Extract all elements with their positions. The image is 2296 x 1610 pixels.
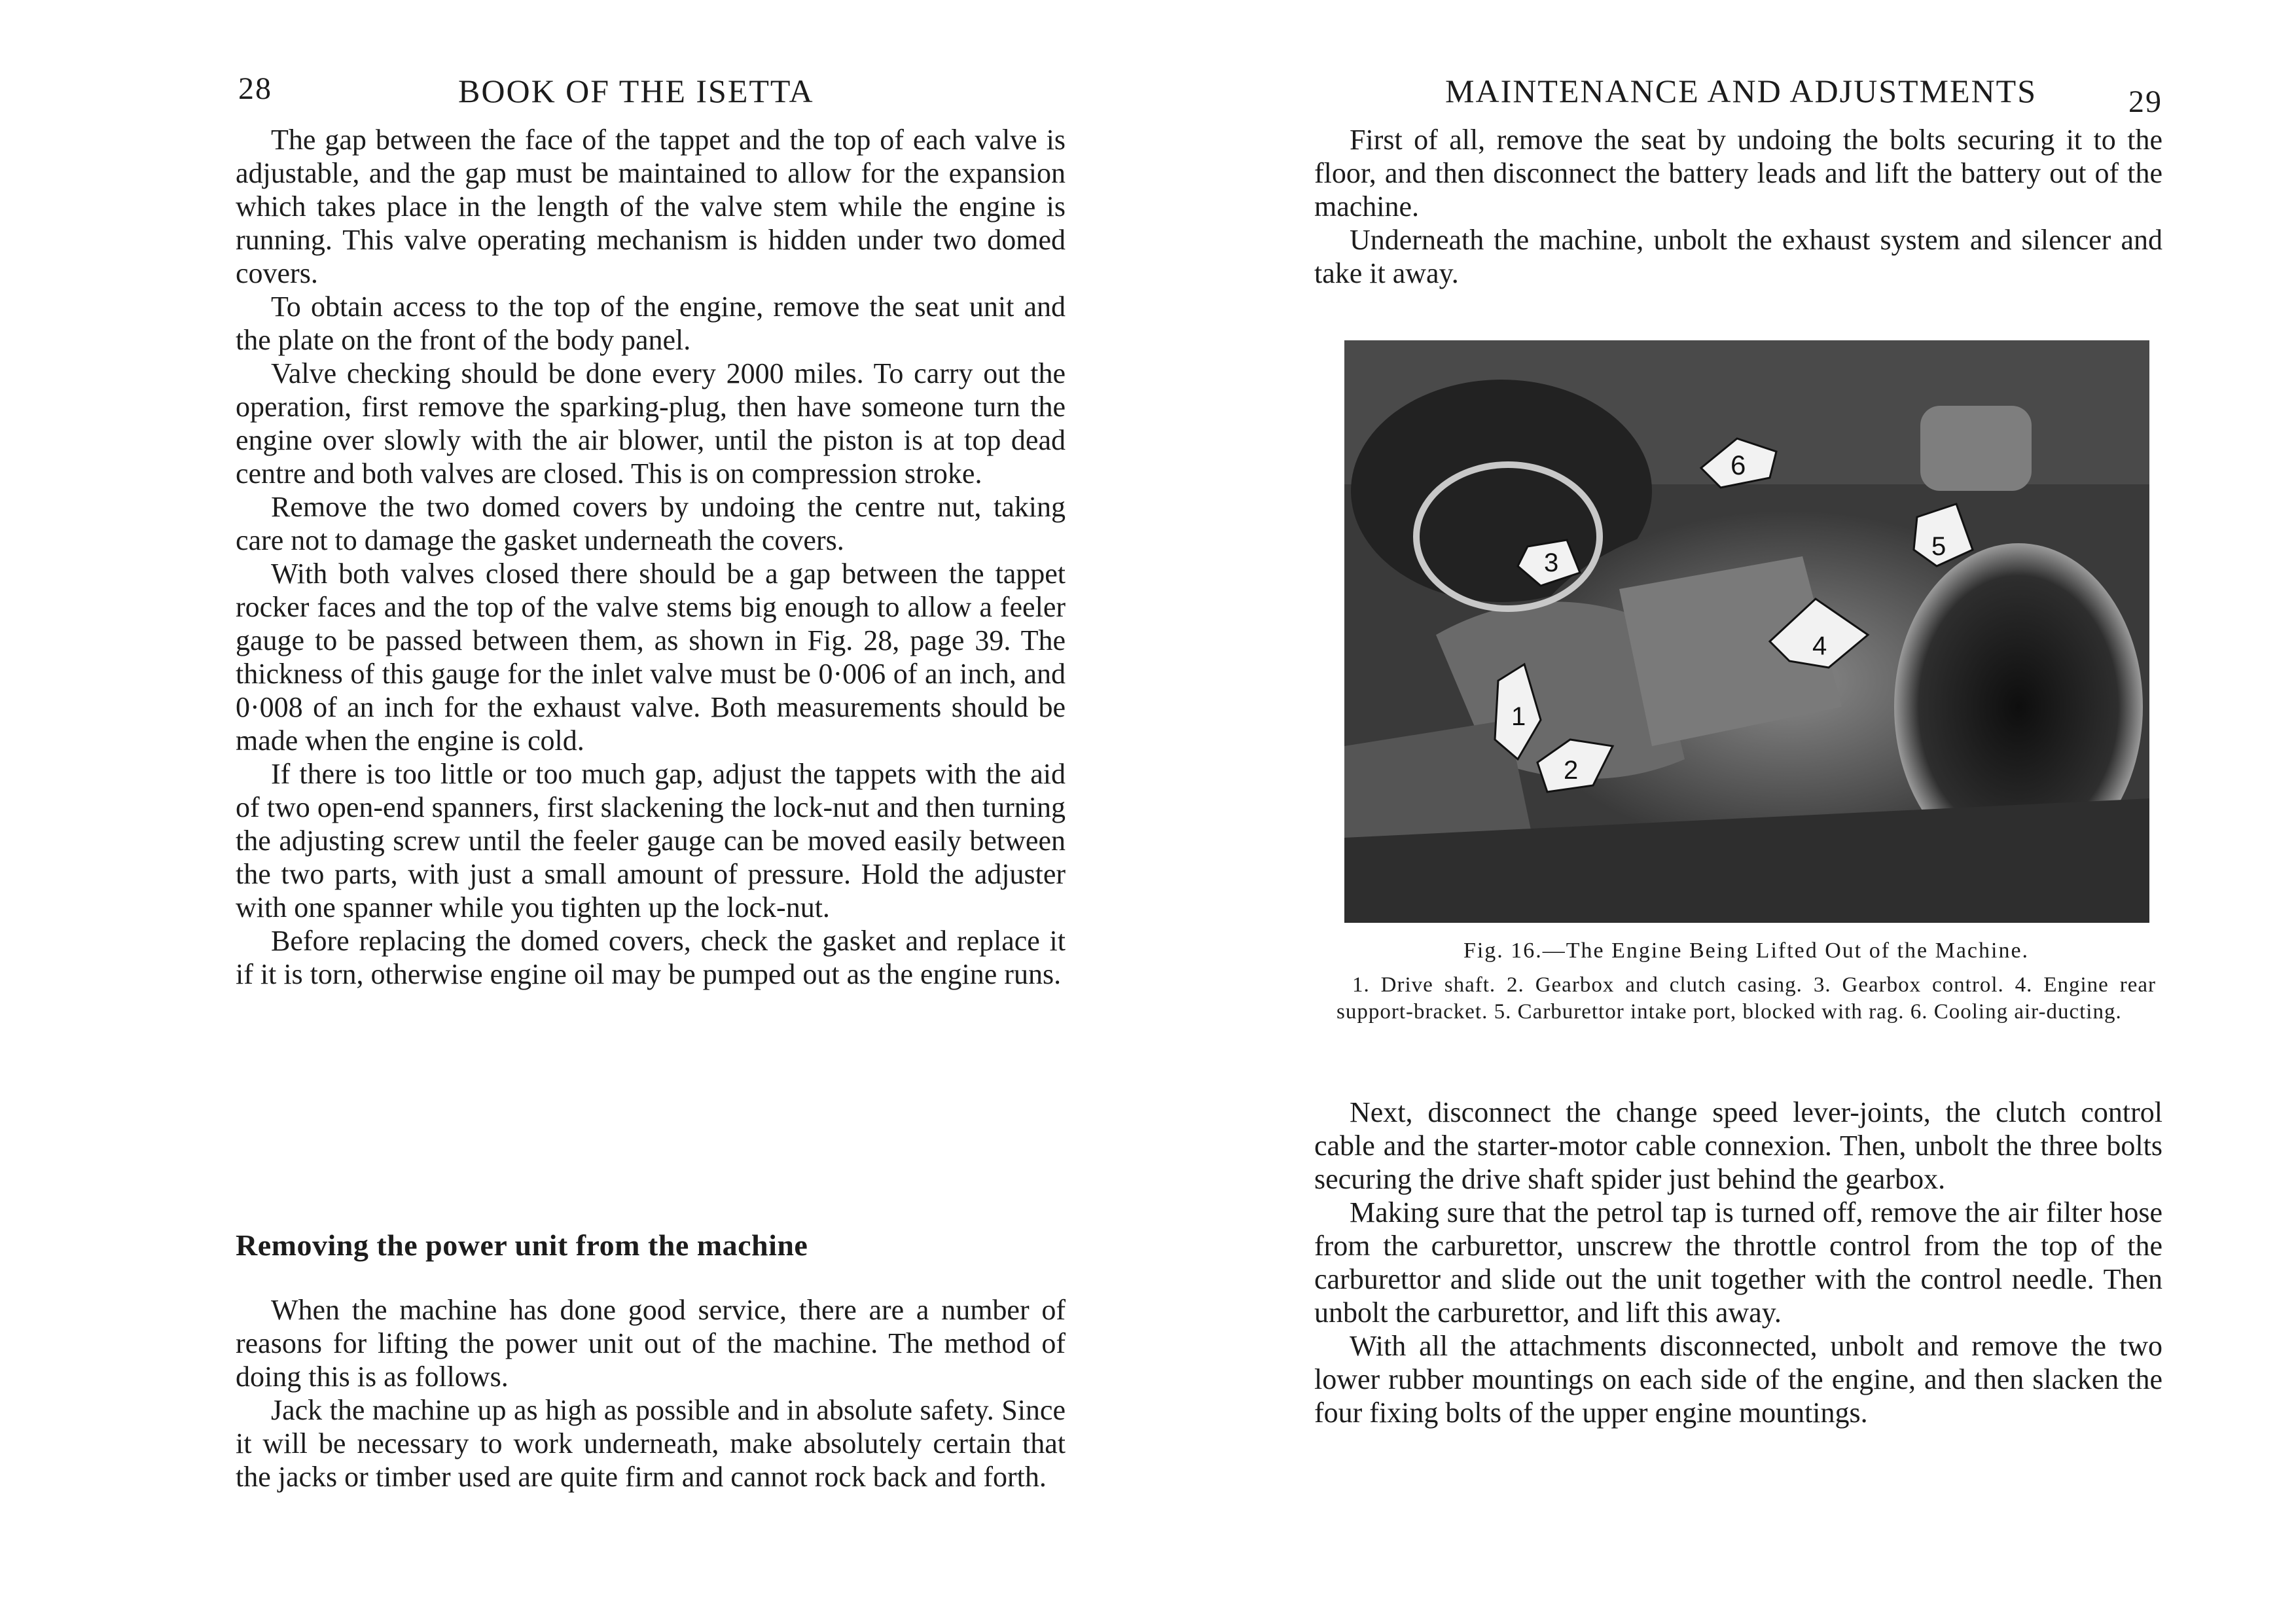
- paragraph: The gap between the face of the tappet and the top of each valve is adjustable, and the gap must be maintained to allow for the expansion which takes place in the length of the valve stem while the engine is running. This valve operating mechanism is hidden under two domed covers.: [236, 124, 1066, 289]
- paragraph: Valve checking should be done every 2000 miles. To carry out the operation, first remove the sparking-plug, then have someone turn the engine over slowly with the air blower, until the piston is at top dead centre and both valves are closed. This is on compression stroke.: [236, 357, 1066, 490]
- callout-label: 6: [1731, 450, 1746, 480]
- paragraph: First of all, remove the seat by undoing the bolts securing it to the floor, and then disconnect the battery leads and lift the battery out of the machine.: [1314, 124, 2162, 223]
- right-body-text-top: [1314, 123, 2162, 290]
- right-page: [1314, 0, 2162, 1610]
- callout-label: 2: [1564, 756, 1579, 785]
- callout-label: 4: [1812, 632, 1827, 660]
- right-running-head: MAINTENANCE AND ADJUSTMENTS: [1445, 73, 2037, 109]
- paragraph: Remove the two domed covers by undoing the centre nut, taking care not to damage the gasket underneath the covers.: [236, 491, 1066, 556]
- paragraph: Next, disconnect the change speed lever-joints, the clutch control cable and the starter-motor cable connexion. Then, unbolt the three bolts securing the drive shaft spider just behind the gearbox.: [1314, 1096, 2162, 1195]
- left-body-text: [236, 123, 1066, 991]
- paragraph: Jack the machine up as high as possible and in absolute safety. Since it will be necessary to work underneath, make absolutely certain that the jacks or timber used are quite firm and cannot rock back and forth.: [236, 1394, 1066, 1493]
- right-page-number: 29: [2128, 84, 2162, 119]
- callout-label: 3: [1544, 548, 1559, 577]
- engine-photo-figure: [1344, 340, 2149, 923]
- left-running-head: BOOK OF THE ISETTA: [458, 73, 814, 109]
- paragraph: With all the attachments disconnected, unbolt and remove the two lower rubber mountings on each side of the engine, and then slacken the four fixing bolts of the upper engine mountings.: [1314, 1330, 2162, 1429]
- paragraph: When the machine has done good service, there are a number of reasons for lifting the power unit out of the machine. The method of doing this is as follows.: [236, 1294, 1066, 1393]
- figure-caption: [1336, 937, 2156, 1026]
- figure-caption-title: Fig. 16.—The Engine Being Lifted Out of the Machine.: [1463, 939, 2030, 963]
- paragraph: To obtain access to the top of the engine, remove the seat unit and the plate on the front of the body panel.: [236, 291, 1066, 356]
- paragraph: Making sure that the petrol tap is turned off, remove the air filter hose from the carburettor, unscrew the throttle control from the top of the carburettor and slide out the unit together with the control needle. Then unbolt the carburettor, and lift this away.: [1314, 1196, 2162, 1329]
- paragraph: If there is too little or too much gap, adjust the tappets with the aid of two open-end spanners, first slackening the lock-nut and then turning the adjusting screw until the feeler gauge can be moved easily between the two parts, with just a small amount of pressure. Hold the adjuster with one spanner while you tighten up the lock-nut.: [236, 758, 1066, 923]
- section-body-text: [236, 1293, 1066, 1494]
- engine-photo: [1344, 340, 2149, 923]
- paragraph: Underneath the machine, unbolt the exhaust system and silencer and take it away.: [1314, 224, 2162, 289]
- right-body-text-bottom: [1314, 1096, 2162, 1429]
- left-running-header: [236, 67, 1066, 119]
- paragraph: Before replacing the domed covers, check the gasket and replace it if it is torn, otherwise engine oil may be pumped out as the engine runs.: [236, 925, 1066, 990]
- callout-label: 1: [1511, 702, 1526, 731]
- paragraph: With both valves closed there should be a gap between the tappet rocker faces and the top of the valve stems big enough to allow a feeler gauge to be passed between them, as shown in Fig. 28, page 39. The thickness of this gauge for the inlet valve must be 0·006 of an inch, and 0·008 of an inch for the exhaust valve. Both measurements should be made when the engine is cold.: [236, 558, 1066, 757]
- figure-caption-items: 1. Drive shaft. 2. Gearbox and clutch casing. 3. Gearbox control. 4. Engine rear support-bracket. 5. Carburettor intake port, blocked with rag. 6. Cooling air-ducting.: [1336, 973, 2156, 1024]
- right-running-header: [1314, 67, 2162, 119]
- callout-label: 5: [1931, 532, 1946, 561]
- section-heading: Removing the power unit from the machine: [236, 1228, 808, 1262]
- left-page-number: 28: [238, 71, 272, 106]
- left-page: [236, 0, 1066, 1610]
